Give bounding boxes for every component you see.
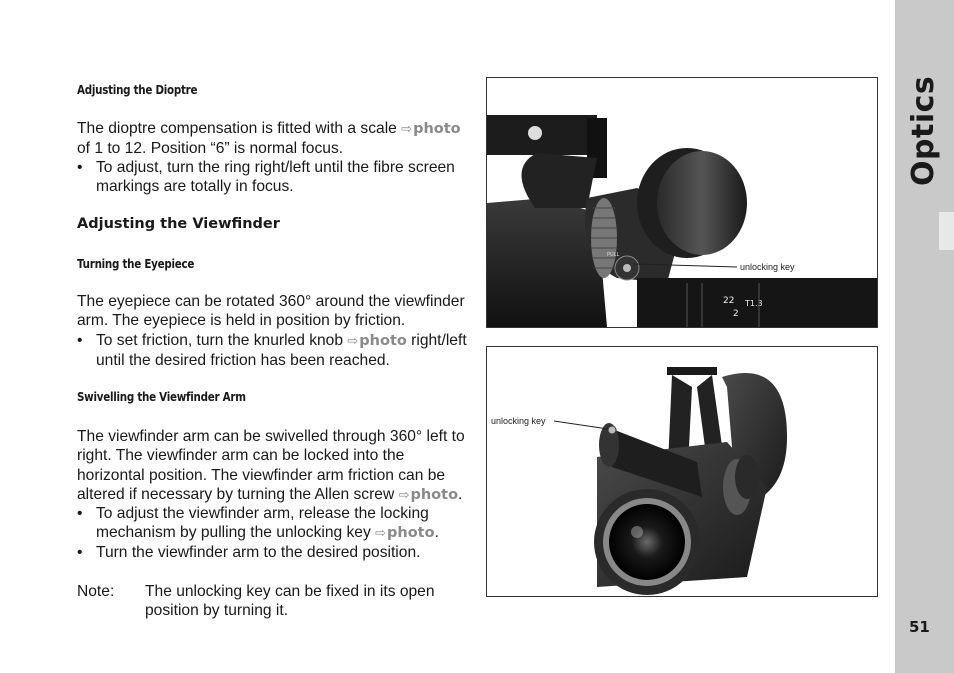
unlocking-key-label-top: unlocking key [740, 262, 795, 272]
photo-camera [486, 346, 878, 597]
heading-adjusting-viewfinder: Adjusting the Viewfinder [77, 216, 280, 232]
eyepiece-paragraph: The eyepiece can be rotated 360° around the viewfinder arm. The eyepiece is held in position by friction. [77, 293, 465, 330]
marking-2: 2 [733, 309, 739, 319]
heading-turning-eyepiece: Turning the Eyepiece [77, 257, 195, 271]
swivel-bullet-2-text: Turn the viewfinder arm to the desired position. [96, 544, 421, 561]
page-number: 51 [909, 618, 930, 636]
eyepiece-illustration [487, 78, 877, 327]
arrow-right-icon: ⇨ [398, 487, 410, 503]
note-label: Note: [77, 583, 115, 600]
rail-hole-icon [528, 126, 542, 140]
swivel-paragraph: The viewfinder arm can be swivelled through 360° left to right. The viewfinder arm can be locked into the horizontal position. The viewfinder arm friction can be altered if necessary by turning the Allen screw ⇨photo. [77, 428, 465, 503]
bullet-icon: • [77, 159, 83, 176]
arrow-right-icon: ⇨ [347, 334, 359, 349]
section-tab-marker [939, 212, 954, 250]
marking-t13: T1.3 [745, 299, 763, 308]
photo-reference[interactable]: ⇨photo [398, 486, 459, 503]
dioptre-line1: The dioptre compensation is fitted with a scale [77, 120, 402, 137]
bullet-icon: • [77, 332, 83, 349]
camera-illustration [487, 347, 877, 596]
unlocking-key-label-bottom: unlocking key [491, 416, 546, 426]
swivel-bullet-1-text: To adjust the viewfinder arm, release the locking mechanism by pulling the unlocking key ⇨photo. [96, 505, 439, 542]
heading-swivelling-arm: Swivelling the Viewfinder Arm [77, 390, 246, 404]
eyepiece-bullet-text: To set friction, turn the knurled knob ⇨photo right/left until the desired friction has been reached. [96, 332, 467, 370]
bullet-icon: • [77, 505, 83, 522]
arrow-right-icon: ⇨ [401, 122, 413, 137]
photo-reference[interactable]: ⇨photo [375, 525, 435, 542]
note-text: The unlocking key can be fixed in its open position by turning it. [145, 583, 435, 620]
marking-22: 22 [723, 296, 735, 306]
arrow-right-icon: ⇨ [375, 526, 387, 542]
dioptre-bullet-text: To adjust, turn the ring right/left until the fibre screen markings are totally in focus. [96, 159, 455, 196]
dioptre-paragraph [77, 119, 477, 159]
photo-reference[interactable]: ⇨photo [347, 333, 407, 349]
section-title: Optics [906, 75, 941, 186]
bullet-icon: • [77, 544, 83, 561]
dioptre-line2: of 1 to 12. Position “6” is normal focus. [77, 140, 344, 158]
marking-pull: PULL [607, 252, 620, 258]
photo-reference[interactable]: ⇨photo [401, 121, 461, 137]
photo-eyepiece [486, 77, 878, 328]
heading-adjusting-dioptre: Adjusting the Dioptre [77, 83, 198, 97]
